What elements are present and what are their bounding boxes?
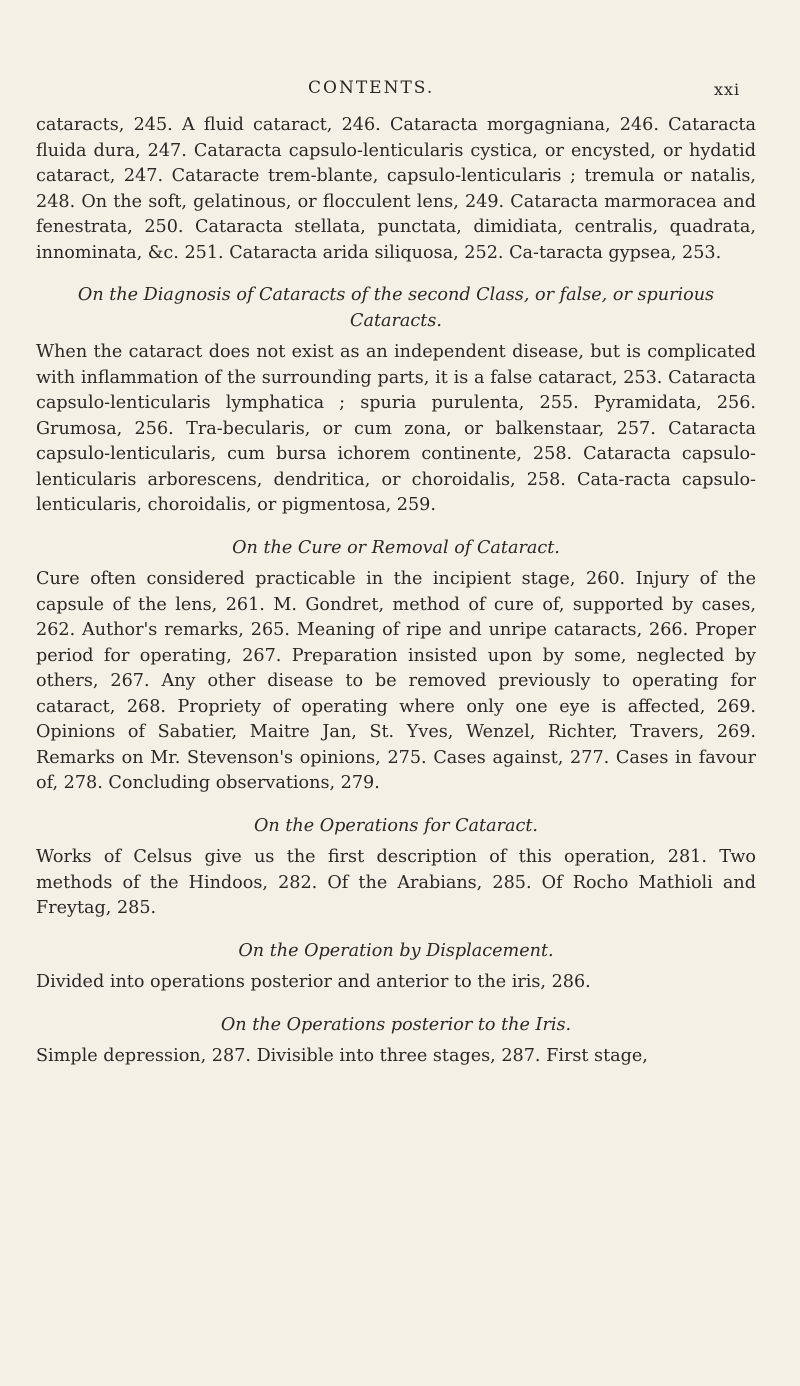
contents-body: [36, 113, 756, 1070]
section-heading-displacement: On the Operation by Displacement.: [238, 940, 554, 961]
paragraph-operations: Works of Celsus give us the first description of this operation, 281. Two methods of the Hindoos, 282. Of the Arabians, 285. Of Rocho Mathioli and Freytag, 285.: [36, 847, 756, 918]
section-heading-operations: On the Operations for Cataract.: [253, 815, 539, 836]
paragraph-cure: Cure often considered practicable in the incipient stage, 260. Injury of the capsule of the lens, 261. M. Gondret, method of cure of, supported by cases, 262. Author's remarks, 265. Meaning of ripe and unripe cataracts, 266. Proper period for operating, 267. Preparation insisted upon by some, neglected by others, 267. Any other disease to be removed previously to operating for cataract, 268. Propriety of operating where only one eye is affected, 269. Opinions of Sabatier, Maitre Jan, St. Yves, Wenzel, Richter, Travers, 269. Remarks on Mr. Stevenson's opinions, 275. Cases against, 277. Cases in favour of, 278. Concluding observations, 279.: [36, 569, 756, 793]
section-heading-cure: On the Cure or Removal of Cataract.: [232, 537, 560, 558]
paragraph-cataract-types: cataracts, 245. A fluid cataract, 246. Cataracta morgagniana, 246. Cataracta fluida dura, 247. Cataracta capsulo-lenticularis cystica, or encysted, or hydatid cataract, 247. Cataracte trem-blante, capsulo-lenticularis ; tremula or natalis, 248. On the soft, gelatinous, or flocculent lens, 249. Cataracta marmoracea and fenestrata, 250. Cataracta stellata, punctata, dimidiata, centralis, quadrata, innominata, &c. 251. Cataracta arida siliquosa, 252. Ca-taracta gypsea, 253.: [36, 115, 756, 263]
section-heading-posterior: On the Operations posterior to the Iris.: [220, 1014, 572, 1035]
paragraph-diagnosis: When the cataract does not exist as an independent disease, but is complicated with inflammation of the surrounding parts, it is a false cataract, 253. Cataracta capsulo-lenticularis lymphatica ; spuria purulenta, 255. Pyramidata, 256. Grumosa, 256. Tra-becularis, or cum zona, or balkenstaar, 257. Cataracta capsulo-lenticularis, cum bursa ichorem continente, 258. Cataracta capsulo-lenticularis arborescens, dendritica, or choroidalis, 258. Cata-racta capsulo-lenticularis, choroidalis, or pigmentosa, 259.: [36, 342, 756, 515]
page-number: xxi: [714, 80, 741, 99]
section-heading-diagnosis: On the Diagnosis of Cataracts of the second Class, or false, or spurious Cataracts.: [77, 285, 715, 331]
paragraph-posterior: Simple depression, 287. Divisible into three stages, 287. First stage,: [36, 1046, 648, 1066]
running-head: [0, 78, 800, 102]
paragraph-displacement: Divided into operations posterior and anterior to the iris, 286.: [36, 972, 591, 992]
running-head-title: CONTENTS.: [308, 78, 435, 98]
